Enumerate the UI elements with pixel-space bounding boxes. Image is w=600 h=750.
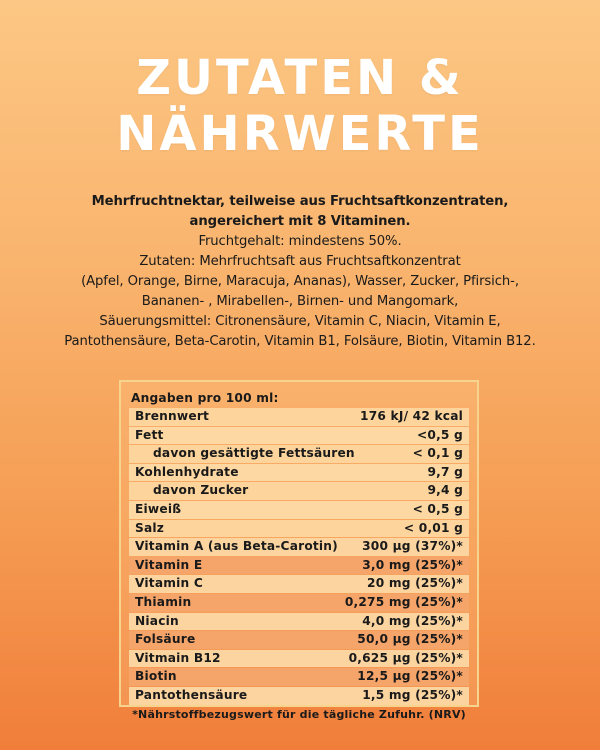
fruit-content-line: Fruchtgehalt: mindestens 50%. <box>198 234 402 249</box>
row-label: Brennwert <box>135 409 210 423</box>
row-value: 9,4 g <box>427 483 463 498</box>
table-row <box>129 427 469 445</box>
row-label: Kohlenhydrate <box>135 464 239 479</box>
row-label: Niacin <box>135 613 179 628</box>
row-label: davon gesättigte Fettsäuren <box>153 446 355 461</box>
table-row <box>129 687 469 705</box>
table-row <box>129 445 469 463</box>
product-type-line: Mehrfruchtnektar, teilweise aus Fruchtsaftkonzentraten, <box>91 194 509 209</box>
nutrition-table <box>119 380 479 721</box>
ingredients-line-1: Zutaten: Mehrfruchtsaft aus Fruchtsaftkonzentrat <box>139 254 461 269</box>
row-label: Salz <box>135 520 165 535</box>
row-value: 12,5 µg (25%)* <box>357 669 463 684</box>
nrv-footnote: *Nährstoffbezugswert für die tägliche Zufuhr. (NRV) <box>132 707 466 721</box>
row-label: Vitmain B12 <box>135 650 221 665</box>
title-line-1: ZUTATEN & <box>136 50 464 106</box>
row-value: < 0,01 g <box>403 520 463 535</box>
nutrition-header: Angaben pro 100 ml: <box>131 391 279 405</box>
row-value: 0,275 mg (25%)* <box>344 594 463 609</box>
row-value: < 0,5 g <box>412 501 463 516</box>
table-row <box>129 557 469 575</box>
row-value: 4,0 mg (25%)* <box>362 613 463 628</box>
row-value: 0,625 µg (25%)* <box>348 650 463 665</box>
row-value: 20 mg (25%)* <box>367 576 463 591</box>
nutrition-rows <box>129 408 469 705</box>
row-label: Vitamin C <box>135 576 203 591</box>
row-value: 9,7 g <box>427 464 463 479</box>
table-row <box>129 668 469 686</box>
title-line-2: NÄHRWERTE <box>116 106 484 162</box>
row-value: 50,0 µg (25%)* <box>357 632 463 647</box>
row-label: Fett <box>135 427 164 442</box>
row-value: < 0,1 g <box>412 446 463 461</box>
row-label: davon Zucker <box>153 483 249 498</box>
table-row <box>129 482 469 500</box>
table-row <box>129 538 469 556</box>
ingredients-description <box>10 192 590 352</box>
table-row <box>129 613 469 631</box>
row-label: Pantothensäure <box>135 687 248 702</box>
table-row <box>129 650 469 668</box>
page-title <box>0 50 600 162</box>
ingredients-line-3: Bananen- , Mirabellen-, Birnen- und Mangomark, <box>141 294 459 309</box>
ingredients-line-5: Pantothensäure, Beta-Carotin, Vitamin B1, Folsäure, Biotin, Vitamin B12. <box>64 334 536 349</box>
table-row <box>129 520 469 538</box>
table-row <box>129 575 469 593</box>
row-label: Thiamin <box>135 594 192 609</box>
row-label: Vitamin A (aus Beta-Carotin) <box>135 539 338 554</box>
row-label: Folsäure <box>135 632 196 647</box>
row-label: Biotin <box>135 669 177 684</box>
row-label: Eiweiß <box>135 501 182 516</box>
row-value: 176 kJ/ 42 kcal <box>360 409 463 423</box>
ingredients-line-2: (Apfel, Orange, Birne, Maracuja, Ananas), Wasser, Zucker, Pfirsich-, <box>81 274 519 289</box>
table-row <box>129 408 469 426</box>
table-row <box>129 631 469 649</box>
row-value: <0,5 g <box>417 427 463 442</box>
table-row <box>129 501 469 519</box>
row-label: Vitamin E <box>135 557 203 572</box>
vitamin-enrichment-line: angereichert mit 8 Vitaminen. <box>189 214 411 229</box>
row-value: 3,0 mg (25%)* <box>362 557 463 572</box>
row-value: 300 µg (37%)* <box>362 539 463 554</box>
row-value: 1,5 mg (25%)* <box>362 687 463 702</box>
table-row <box>129 464 469 482</box>
ingredients-line-4: Säuerungsmittel: Citronensäure, Vitamin C, Niacin, Vitamin E, <box>99 314 501 329</box>
table-row <box>129 594 469 612</box>
